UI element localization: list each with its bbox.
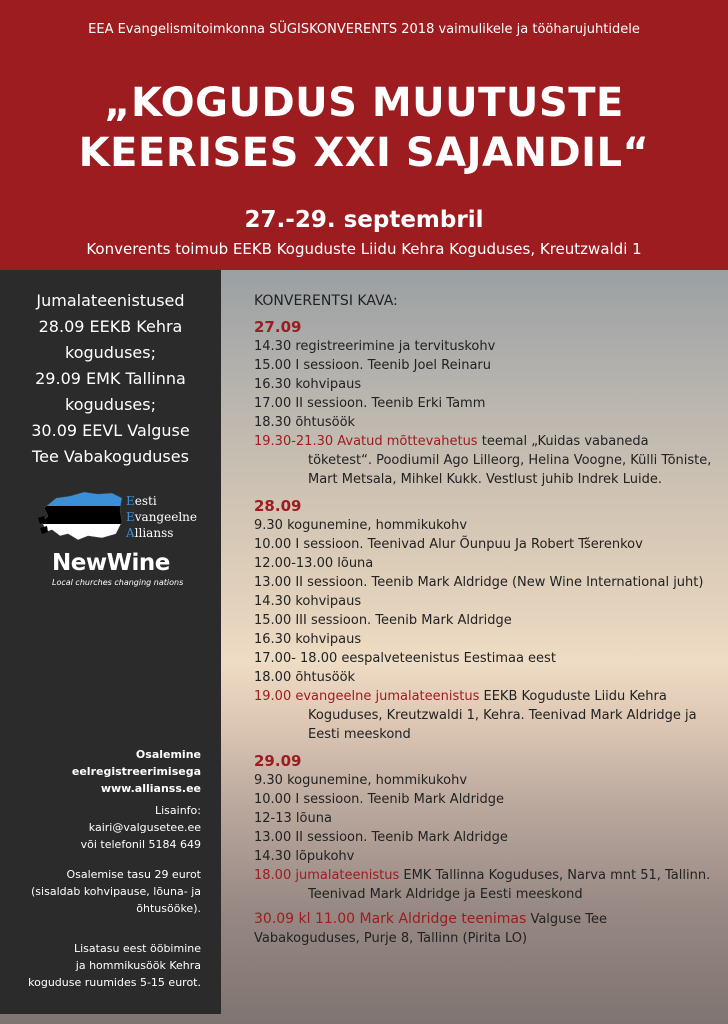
program-item-special: 19.30-21.30 Avatud mõttevahetus teemal „Kuidas vabaneda töketest“. Poodiumil Ago Lilleorg, Helina Voogne, Külli Tõniste, Mart Metsala, Mihkel Kukk. Vestlust juhib Indrek Luide. <box>254 434 712 487</box>
program-heading: KONVERENTSI KAVA: <box>254 293 398 309</box>
program-item: 14.30 registreerimine ja tervituskohv <box>254 339 496 354</box>
title-line-2: KEERISES XXI SAJANDIL“ <box>78 130 650 176</box>
program-item: 9.30 kogunemine, hommikukohv <box>254 518 468 533</box>
final-service: 30.09 kl 11.00 Mark Aldridge teenimas Valguse Tee Vabakoguduses, Purje 8, Tallinn (Pirita LO) <box>254 911 608 946</box>
eea-logo-text: Eesti Evangeelne Allianss <box>126 494 197 540</box>
contact-email[interactable]: kairi@valgusetee.ee <box>88 821 201 834</box>
program-item: 18.30 õhtusöök <box>254 415 356 430</box>
fee-info: Osalemise tasu 29 eurot (sisaldab kohvipause, lõuna- ja õhtusööke). <box>31 868 201 915</box>
conference-dates: 27.-29. septembril <box>244 207 484 233</box>
program-item: 12-13 lõuna <box>254 811 332 826</box>
page-title <box>0 78 728 178</box>
conference-program <box>254 292 714 948</box>
program-item: 9.30 kogunemine, hommikukohv <box>254 773 468 788</box>
program-item: 13.00 II sessioon. Teenib Mark Aldridge <box>254 830 508 845</box>
newwine-logo: NewWine <box>52 550 170 576</box>
program-item-special: 18.00 jumalateenistus EMK Tallinna Koguduses, Narva mnt 51, Tallinn. Teenivad Mark Aldridge ja Eesti meeskond <box>254 868 711 902</box>
services-line: Tee Vabakoguduses <box>32 447 189 466</box>
accommodation-info: Lisatasu eest ööbimine ja hommikusöök Kehra koguduse ruumides 5-15 eurot. <box>28 942 201 989</box>
conference-venue: Konverents toimub EEKB Koguduste Liidu Kehra Koguduses, Kreutzwaldi 1 <box>86 240 642 258</box>
program-item: 14.30 kohvipaus <box>254 594 362 609</box>
program-item: 15.00 III sessioon. Teenib Mark Aldridge <box>254 613 512 628</box>
contact-info: Lisainfo: kairi@valgusetee.ee või telefonil 5184 649 <box>80 804 201 851</box>
estonia-map-flag-logo <box>38 488 124 542</box>
program-item-special: 19.00 evangeelne jumalateenistus EEKB Koguduste Liidu Kehra Koguduses, Kreutzwaldi 1, Kehra. Teenivad Mark Aldridge ja Eesti meeskond <box>254 689 697 742</box>
registration-link[interactable]: www.allianss.ee <box>100 782 201 795</box>
services-line: koguduses; <box>65 343 156 362</box>
registration-info: Osalemine eelregistreerimisega www.allianss.ee <box>71 748 201 795</box>
title-line-1: „KOGUDUS MUUTUSTE <box>104 80 624 126</box>
services-line: koguduses; <box>65 395 156 414</box>
program-item: 18.00 õhtusöök <box>254 670 356 685</box>
conference-subtitle: EEA Evangelismitoimkonna SÜGISKONVERENTS 2018 vaimulikele ja tööharujuhtidele <box>88 22 640 37</box>
services-line: 29.09 EMK Tallinna <box>35 369 186 388</box>
program-item: 10.00 I sessioon. Teenivad Alur Õunpuu Ja Robert Tšerenkov <box>254 537 643 552</box>
day-label: 28.09 <box>254 497 302 515</box>
sidebar <box>0 270 221 1014</box>
services-line: 28.09 EEKB Kehra <box>38 317 183 336</box>
day-label: 27.09 <box>254 318 302 336</box>
program-item: 16.30 kohvipaus <box>254 632 362 647</box>
services-line: Jumalateenistused <box>36 291 185 310</box>
services-list <box>0 288 221 470</box>
program-item: 13.00 II sessioon. Teenib Mark Aldridge (New Wine International juht) <box>254 575 704 590</box>
header-banner <box>0 0 728 270</box>
newwine-tagline: Local churches changing nations <box>52 578 184 587</box>
program-item: 15.00 I sessioon. Teenib Joel Reinaru <box>254 358 491 373</box>
program-item: 12.00-13.00 lõuna <box>254 556 374 571</box>
program-item: 17.00 II sessioon. Teenib Erki Tamm <box>254 396 486 411</box>
program-item: 10.00 I sessioon. Teenib Mark Aldridge <box>254 792 505 807</box>
services-line: 30.09 EEVL Valguse <box>31 421 190 440</box>
program-item: 16.30 kohvipaus <box>254 377 362 392</box>
program-item: 17.00- 18.00 eespalveteenistus Eestimaa eest <box>254 651 556 666</box>
day-label: 29.09 <box>254 752 302 770</box>
program-item: 14.30 lõpukohv <box>254 849 355 864</box>
